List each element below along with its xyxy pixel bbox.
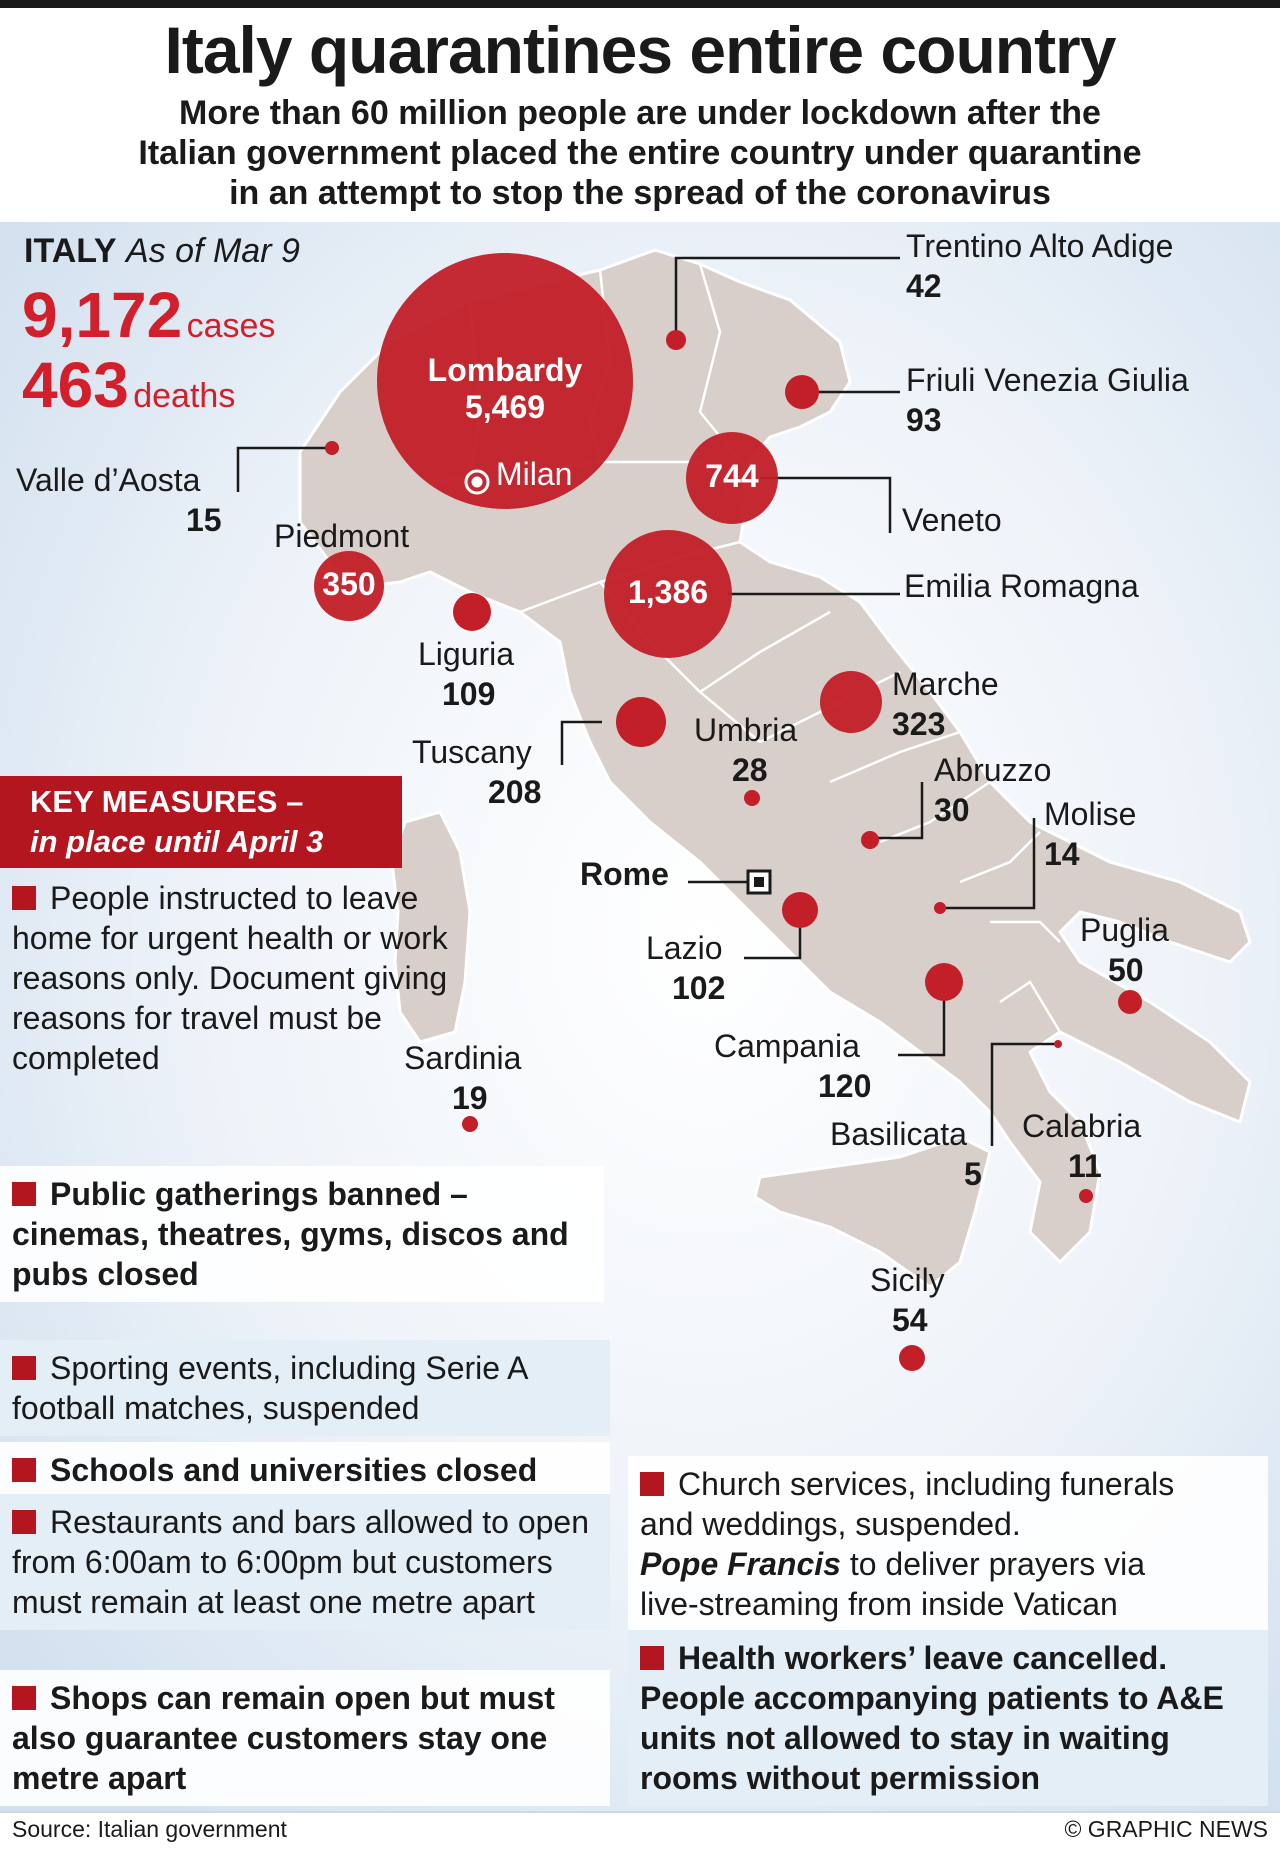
bullet-square bbox=[12, 1510, 36, 1534]
lombardy-value: 5,469 bbox=[464, 389, 546, 425]
abruzzo-value: 30 bbox=[934, 792, 970, 828]
church-text-1: Church services, including funerals bbox=[678, 1466, 1175, 1502]
puglia-name: Puglia bbox=[1080, 912, 1169, 948]
piedmont-value: 350 bbox=[322, 566, 376, 602]
lazio-name: Lazio bbox=[646, 930, 723, 966]
umbria-name: Umbria bbox=[694, 712, 798, 748]
trentino-value: 42 bbox=[906, 268, 942, 304]
bubble-tuscany bbox=[616, 697, 666, 747]
trentino-name: Trentino Alto Adige bbox=[906, 228, 1174, 264]
basilicata-name: Basilicata bbox=[830, 1116, 967, 1152]
valle-name: Valle d’Aosta bbox=[16, 462, 201, 498]
deaths-label: deaths bbox=[133, 377, 236, 415]
bullet-square bbox=[12, 1458, 36, 1482]
church-text-4: live-streaming from inside Vatican bbox=[640, 1586, 1118, 1622]
church-line-1 bbox=[640, 1464, 1258, 1504]
measure-item-5 bbox=[0, 1494, 610, 1630]
stats-country: ITALY bbox=[24, 232, 117, 270]
leader-valle bbox=[238, 448, 332, 492]
basilicata-value: 5 bbox=[964, 1156, 982, 1192]
cases-label: cases bbox=[186, 307, 276, 345]
bubble-molise bbox=[934, 902, 946, 914]
sicily-value: 54 bbox=[892, 1302, 928, 1338]
bubble-puglia bbox=[1118, 990, 1142, 1014]
measure-item-2 bbox=[0, 1166, 604, 1302]
bullet-square bbox=[12, 886, 36, 910]
subtitle-line-2: Italian government placed the entire country under quarantine bbox=[138, 134, 1142, 172]
veneto-name: Veneto bbox=[902, 502, 1002, 538]
campania-name: Campania bbox=[714, 1028, 860, 1064]
source-note: Source: Italian government bbox=[12, 1816, 287, 1842]
subtitle-line-1: More than 60 million people are under lockdown after the bbox=[179, 94, 1101, 132]
cases-value: 9,172 bbox=[22, 279, 183, 351]
stats-date: As of Mar 9 bbox=[126, 232, 300, 270]
emilia-name: Emilia Romagna bbox=[904, 568, 1139, 604]
molise-value: 14 bbox=[1044, 836, 1080, 872]
bubble-liguria bbox=[453, 593, 491, 631]
measure-text: Schools and universities closed bbox=[50, 1452, 538, 1488]
bubble-abruzzo bbox=[861, 831, 879, 849]
bubble-trentino bbox=[666, 330, 686, 350]
bubble-valle bbox=[325, 441, 339, 455]
rome-label: Rome bbox=[580, 856, 669, 892]
measure-item-4 bbox=[0, 1442, 610, 1498]
measure-text: Public gatherings banned – cinemas, theatres, gyms, discos and pubs closed bbox=[12, 1176, 569, 1292]
lombardy-label bbox=[400, 352, 610, 426]
bullet-square bbox=[640, 1646, 664, 1670]
measure-text: Restaurants and bars allowed to open from 6:00am to 6:00pm but customers must remain at least one metre apart bbox=[12, 1504, 590, 1620]
friuli-name: Friuli Venezia Giulia bbox=[906, 362, 1189, 398]
bullet-square bbox=[12, 1686, 36, 1710]
friuli-value: 93 bbox=[906, 402, 942, 438]
bubble-sicily bbox=[899, 1345, 925, 1371]
leader-molise bbox=[940, 818, 1034, 908]
puglia-value: 50 bbox=[1108, 952, 1144, 988]
lazio-value: 102 bbox=[672, 970, 726, 1006]
marche-name: Marche bbox=[892, 666, 999, 702]
measure-item-3 bbox=[0, 1340, 610, 1436]
bubble-basilicata bbox=[1054, 1040, 1062, 1048]
leader-abruzzo bbox=[870, 782, 922, 838]
tuscany-name: Tuscany bbox=[412, 734, 532, 770]
sicily-name: Sicily bbox=[870, 1262, 945, 1298]
page-title: Italy quarantines entire country bbox=[164, 13, 1116, 87]
liguria-value: 109 bbox=[442, 676, 496, 712]
measure-item-6 bbox=[0, 1670, 610, 1806]
lombardy-name: Lombardy bbox=[427, 352, 583, 388]
measure-text: People instructed to leave home for urgent health or work reasons only. Document giving reasons for travel must be completed bbox=[12, 880, 448, 1076]
bubble-umbria bbox=[744, 790, 760, 806]
key-measures-header bbox=[0, 776, 402, 868]
bullet-square bbox=[12, 1182, 36, 1206]
calabria-name: Calabria bbox=[1022, 1108, 1142, 1144]
measure-text: Shops can remain open but must also guarantee customers stay one metre apart bbox=[12, 1680, 555, 1796]
bubble-friuli bbox=[785, 375, 819, 409]
bubble-campania bbox=[925, 963, 963, 1001]
credit-note: © GRAPHIC NEWS bbox=[1064, 1816, 1268, 1842]
sardinia-value: 19 bbox=[452, 1080, 488, 1116]
veneto-value: 744 bbox=[705, 458, 759, 494]
abruzzo-name: Abruzzo bbox=[934, 752, 1052, 788]
measure-text: Sporting events, including Serie A football matches, suspended bbox=[12, 1350, 527, 1426]
tuscany-value: 208 bbox=[488, 774, 542, 810]
deaths-value: 463 bbox=[22, 349, 129, 421]
leader-lazio bbox=[744, 922, 800, 958]
pope-francis: Pope Francis bbox=[640, 1546, 841, 1582]
measure-church bbox=[628, 1456, 1268, 1632]
sardinia-name: Sardinia bbox=[404, 1040, 522, 1076]
subtitle-line-3: in an attempt to stop the spread of the coronavirus bbox=[229, 174, 1051, 212]
liguria-name: Liguria bbox=[418, 636, 515, 672]
molise-name: Molise bbox=[1044, 796, 1137, 832]
leader-campania bbox=[898, 1000, 944, 1055]
church-text-2: and weddings, suspended. bbox=[640, 1506, 1021, 1542]
bullet-square bbox=[12, 1356, 36, 1380]
measure-item-1 bbox=[0, 870, 480, 1086]
bullet-square bbox=[640, 1472, 664, 1496]
milan-label: Milan bbox=[496, 456, 573, 492]
leader-veneto bbox=[760, 478, 890, 533]
bubble-calabria bbox=[1079, 1189, 1093, 1203]
bubble-sardinia bbox=[462, 1116, 478, 1132]
valle-value: 15 bbox=[186, 502, 222, 538]
measure-text: Health workers’ leave cancelled. People accompanying patients to A&E units not allowed to stay in waiting rooms without permission bbox=[640, 1640, 1224, 1796]
church-line-3 bbox=[640, 1544, 1258, 1584]
marche-value: 323 bbox=[892, 706, 946, 742]
key-measures-subtitle: in place until April 3 bbox=[30, 824, 324, 859]
bubble-marche bbox=[820, 671, 882, 733]
campania-value: 120 bbox=[818, 1068, 872, 1104]
leader-trentino bbox=[676, 258, 900, 340]
measure-health bbox=[628, 1630, 1268, 1806]
emilia-value: 1,386 bbox=[627, 574, 709, 610]
church-text-3: to deliver prayers via bbox=[840, 1546, 1146, 1582]
footer-rule bbox=[0, 1811, 1280, 1813]
bubble-lazio bbox=[782, 892, 818, 928]
leader-tuscany bbox=[562, 722, 602, 765]
piedmont-name: Piedmont bbox=[274, 518, 410, 554]
umbria-value: 28 bbox=[732, 752, 768, 788]
key-measures-title: KEY MEASURES – bbox=[30, 784, 304, 819]
calabria-value: 11 bbox=[1068, 1148, 1102, 1184]
rome-marker bbox=[748, 871, 770, 893]
